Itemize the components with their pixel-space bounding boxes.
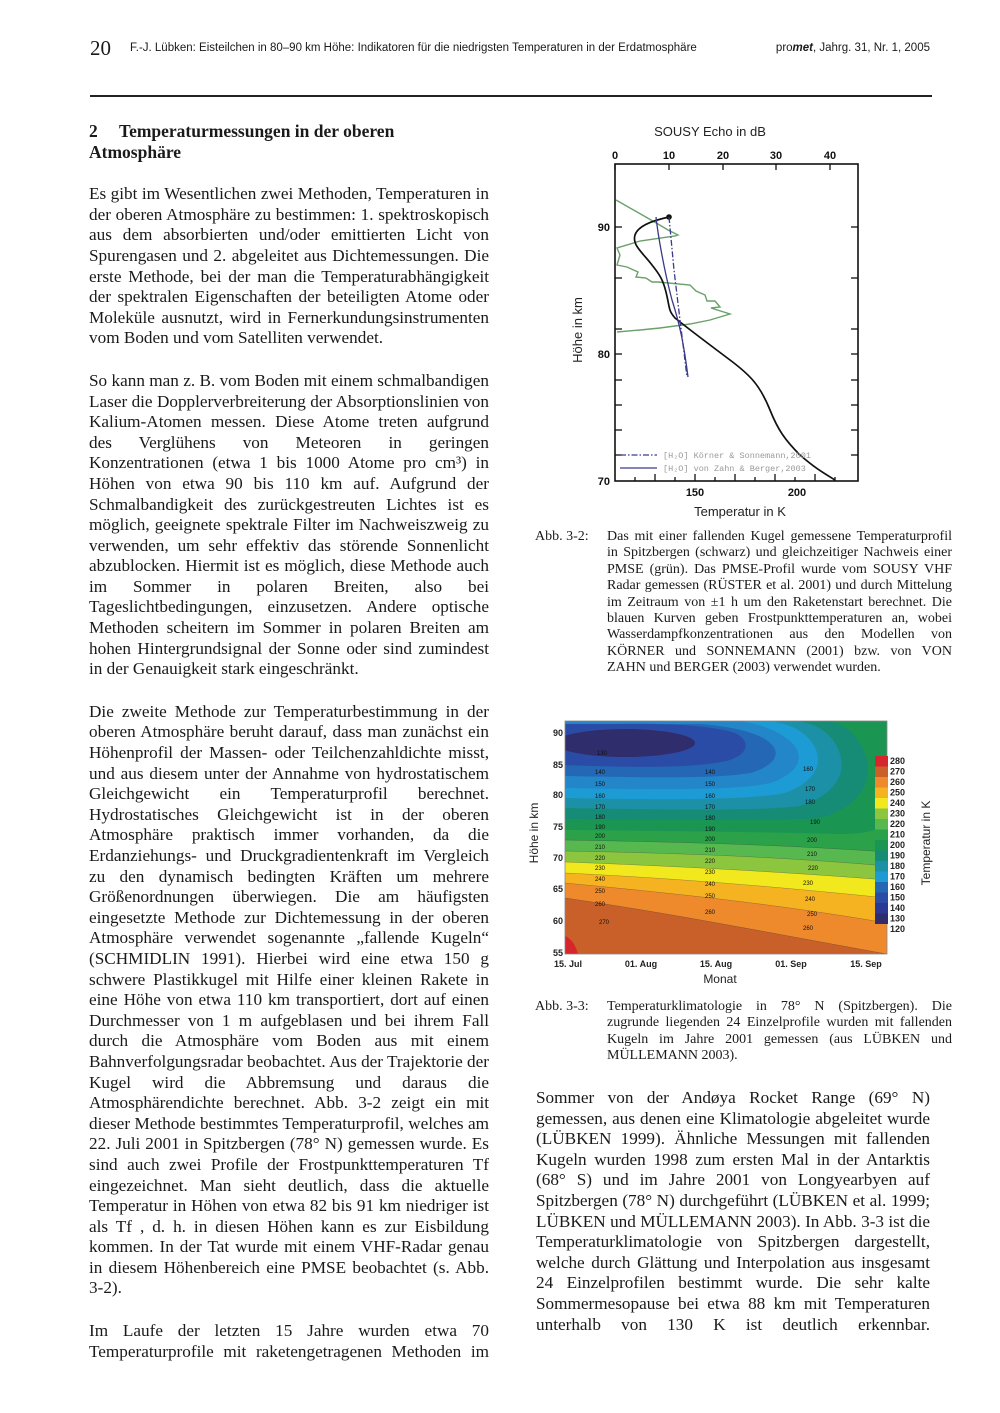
svg-text:250: 250 <box>806 912 818 918</box>
svg-text:170: 170 <box>804 787 816 793</box>
svg-text:190: 190 <box>890 850 906 861</box>
svg-text:140: 140 <box>594 770 606 776</box>
svg-text:240: 240 <box>804 897 816 903</box>
svg-text:15. Sep: 15. Sep <box>850 959 882 969</box>
colorbar-label: Temperatur in K <box>919 800 933 886</box>
header-rule <box>90 95 932 97</box>
svg-text:260: 260 <box>890 777 906 787</box>
x-axis-ticks <box>554 959 882 969</box>
svg-text:230: 230 <box>802 881 814 887</box>
bottom-axis-ticks <box>686 487 806 499</box>
svg-text:130: 130 <box>890 913 906 924</box>
svg-text:220: 220 <box>807 866 819 872</box>
svg-text:80: 80 <box>597 349 610 361</box>
svg-text:200: 200 <box>806 838 818 844</box>
paragraph: Die zweite Methode zur Temperaturbestimmung in der oberen Atmosphäre beruht darauf, dass man zunächst ein Höhenprofil der Massen- oder Teilchenzahldichte misst, und aus diesem unter der Annahme von hydrostatischem Gleichgewicht ein Temperaturprofil berechnet. Hydrostatisches Gleichgewicht ist in der oberen Atmosphäre praktisch immer vorhanden, da die Erdanziehungs- und Druckgradientenkraft im Vergleich zu den dynamisch bedingten Kräften um mehrere Größenordnungen überwiegen. Die am häufigsten eingesetzte Methode zur Dichtemessung in der oberen Atmosphäre verwendet sogenannte „fallende Kugeln“ (SCHMIDLIN 1991). Hierbei wird eine etwa 150 g schwere Plastikkugel mit Hilfe einer kleinen Rakete in eine Höhe von etwa 110 km transportiert, dort auf einen Durchmesser von 1 m aufgeblasen und bei ihrem Fall durch die Atmosphäre vom Boden aus mit einem Bahnverfolgungsradar beobachtet. Aus der Trajektorie der Kugel wird die Abbremsung und daraus die Atmosphärendichte berechnet. Abb. 3-2 zeigt ein mit dieser Methode bestimmtes Temperaturprofil, welches am 22. Juli 2001 in Spitzbergen (78° N) gemessen wurde. Es sind auch zwei Profile der Frostpunkttemperaturen Tf eingezeichnet. Man sieht deutlich, dass die aktuelle Temperatur in Höhen von etwa 82 bis 91 km niedriger ist als Tf , d. h. in diesen Höhen kann es zur Eisbildung kommen. In der Tat wurde mit einem VHF-Radar genau in diesem Höhenbereich eine PMSE beobachtet (s. Abb. 3-2). <box>89 701 489 1298</box>
svg-text:230: 230 <box>890 808 906 819</box>
svg-text:60: 60 <box>552 916 563 926</box>
temperature-line <box>634 217 835 480</box>
svg-text:160: 160 <box>594 794 606 800</box>
svg-text:65: 65 <box>552 884 563 894</box>
svg-text:230: 230 <box>594 866 606 872</box>
caption-label: Abb. 3-3: <box>535 999 589 1014</box>
running-title: F.-J. Lübken: Eisteilchen in 80–90 km Höhe: Indikatoren für die niedrigsten Temperaturen in der Erdatmosphäre <box>130 42 697 54</box>
caption-text: Temperaturklimatologie in 78° N (Spitzbergen). Die zugrunde liegenden 24 Einzelprofile wurden mit fallenden Kugeln im Jahre 2001 gemessen (aus LÜBKEN und MÜLLEMANN 2003). <box>607 999 952 1064</box>
svg-text:130: 130 <box>596 751 608 757</box>
svg-text:200: 200 <box>594 834 606 840</box>
svg-text:250: 250 <box>704 894 716 900</box>
svg-text:150: 150 <box>890 892 906 903</box>
svg-text:200: 200 <box>890 840 906 850</box>
svg-text:90: 90 <box>552 728 563 738</box>
legend-korner: [H₂O] Körner & Sonnemann,2001 <box>663 451 811 461</box>
svg-text:220: 220 <box>890 819 906 829</box>
svg-text:15. Aug: 15. Aug <box>699 959 733 969</box>
paragraph: Es gibt im Wesentlichen zwei Methoden, Temperaturen in der oberen Atmosphäre zu bestimmen: 1. spektroskopisch aus dem absorbierten und/oder emittierten Licht von Spurengasen und 2. abgeleitet aus Dichtemessungen. Die erste Methode, bei der man die Temperaturabhängigkeit der spektralen Eigenschaften der beteiligten Atome oder Moleküle ausnutzt, wird in Fernerkundungsinstrumenten vom Boden und vom Satelliten verwendet. <box>89 184 489 348</box>
svg-text:210: 210 <box>806 852 818 858</box>
svg-text:250: 250 <box>890 787 906 798</box>
svg-text:70: 70 <box>597 476 610 488</box>
svg-text:190: 190 <box>809 820 821 826</box>
svg-text:20: 20 <box>716 150 730 162</box>
figure-3-2-chart <box>560 120 860 520</box>
svg-text:270: 270 <box>890 766 906 777</box>
svg-text:30: 30 <box>769 150 783 162</box>
svg-text:90: 90 <box>597 222 610 234</box>
svg-text:220: 220 <box>704 859 716 865</box>
svg-text:270: 270 <box>598 920 610 926</box>
svg-text:260: 260 <box>594 902 606 908</box>
paragraph: Sommer von der Andøya Rocket Range (69° N) gemessen, aus denen eine Klimatologie abgeleitet wurde (LÜBKEN 1999). Ähnliche Messungen mit fallenden Kugeln wurden 1998 zum ersten Mal in der Antarktis (68° S) und im Jahre 2001 von Longyearbyen auf Spitzbergen (78° N) durchgeführt (LÜBKEN et al. 1999; LÜBKEN und MÜLLEMANN 2003). In Abb. 3-3 ist die Temperaturklimatologie von Spitzbergen dargestellt, welche durch Glättung und Interpolation aus insgesamt 24 Einzelprofilen bestimmt wurde. Die sehr kalte Sommermesopause bei etwa 88 km mit Temperaturen unterhalb von 130 K ist deutlich erkennbar. <box>536 1088 930 1334</box>
colorbar-ticks <box>890 756 905 934</box>
running-header <box>90 36 930 66</box>
svg-text:200: 200 <box>704 837 716 843</box>
legend-vonzahn: [H₂O] von Zahn & Berger,2003 <box>663 464 806 474</box>
figure-3-3-chart <box>520 718 940 988</box>
svg-text:01. Aug: 01. Aug <box>624 959 658 969</box>
svg-text:85: 85 <box>552 760 563 770</box>
svg-text:180: 180 <box>890 861 906 871</box>
frostpoint-vonzahn-line <box>656 217 688 377</box>
svg-text:160: 160 <box>890 882 906 892</box>
svg-text:40: 40 <box>823 150 837 162</box>
svg-text:260: 260 <box>704 910 716 916</box>
svg-text:180: 180 <box>704 816 716 822</box>
svg-text:220: 220 <box>594 856 606 862</box>
svg-text:280: 280 <box>890 756 906 766</box>
colorbar <box>875 756 905 934</box>
svg-text:0: 0 <box>611 150 619 162</box>
svg-text:230: 230 <box>704 870 716 876</box>
left-column <box>89 121 489 1384</box>
svg-text:240: 240 <box>704 882 716 888</box>
y-axis-label: Höhe in km <box>570 297 585 363</box>
svg-text:210: 210 <box>704 848 716 854</box>
svg-text:150: 150 <box>704 782 716 788</box>
top-axis-label: SOUSY Echo in dB <box>654 124 766 139</box>
y-axis-ticks <box>553 728 563 958</box>
temperature-profile-plot <box>560 120 860 520</box>
svg-text:250: 250 <box>594 889 606 895</box>
svg-text:170: 170 <box>704 805 716 811</box>
svg-text:120: 120 <box>890 924 906 934</box>
svg-text:70: 70 <box>552 853 563 863</box>
svg-text:170: 170 <box>890 871 906 882</box>
svg-text:150: 150 <box>594 782 606 788</box>
figure-3-2-caption <box>535 529 955 709</box>
svg-text:180: 180 <box>804 800 816 806</box>
caption-text: Das mit einer fallenden Kugel gemessene Temperaturprofil in Spitzbergen (schwarz) und gleichzeitiger Nachweis einer PMSE (grün). Das PMSE-Profil wurde vom SOUSY VHF Radar gemessen (RÜSTER et al. 2001) und durch Mittelung im Zeitraum von ±1 h um den Raketenstart berechnet. Die blauen Kurven geben Frostpunkttemperaturen an, wobei Wasserdampfkonzentrationen aus den Modellen von KÖRNER und SONNEMANN (2001) bzw. von VON ZAHN und BERGER (2003) verwendet wurden. <box>607 529 952 676</box>
svg-text:200: 200 <box>787 487 807 499</box>
svg-text:140: 140 <box>704 770 716 776</box>
journal-citation: promet, Jahrg. 31, Nr. 1, 2005 <box>775 42 930 54</box>
svg-text:160: 160 <box>704 794 716 800</box>
svg-text:240: 240 <box>594 877 606 883</box>
svg-text:80: 80 <box>552 790 563 800</box>
x-axis-label: Monat <box>703 972 737 986</box>
svg-text:160: 160 <box>802 767 814 773</box>
caption-label: Abb. 3-2: <box>535 529 589 544</box>
svg-text:150: 150 <box>685 487 705 499</box>
paragraph: Im Laufe der letzten 15 Jahre wurden etwa 70 Temperaturprofile mit raketengetragenen Methoden im <box>89 1321 489 1361</box>
page-number: 20 <box>90 36 111 60</box>
svg-text:75: 75 <box>552 822 563 832</box>
svg-text:10: 10 <box>662 150 676 162</box>
figure-3-3-caption <box>535 999 955 1069</box>
y-axis-ticks <box>598 222 610 488</box>
svg-text:210: 210 <box>890 829 906 840</box>
svg-text:140: 140 <box>890 903 906 913</box>
svg-text:01. Sep: 01. Sep <box>775 959 807 969</box>
svg-text:180: 180 <box>594 815 606 821</box>
paragraph: So kann man z. B. vom Boden mit einem schmalbandigen Laser die Dopplerverbreiterung der Absorptionslinien von Kalium-Atomen messen. Diese Atome treten aufgrund des Verglühens von Meteoren in geringen Konzentrationen (etwa 1 bis 1000 Atome pro cm³) in Höhen von etwa 90 bis 110 km auf. Aufgrund der Schmalbandigkeit des zurückgestreuten Lichtes ist es möglich, geeignete spektrale Filter im Nachweiszweig zu verwenden, um sehr effektiv das störende Sonnenlicht abzublocken. Hiermit ist es möglich, diese Methode auch im Sommer in polaren Breiten, also bei Tageslichtbedingungen, einzusetzen. Andere optische Methoden scheitern im Sommer in polaren Breiten am hohen Hintergrundsignal der Sonne oder sind zumindest in der Genauigkeit stark eingeschränkt. <box>89 370 489 679</box>
svg-text:240: 240 <box>890 798 906 808</box>
y-axis-label: Höhe in km <box>527 802 541 864</box>
temperature-climatology-contour <box>520 718 940 988</box>
svg-text:55: 55 <box>552 948 563 958</box>
svg-text:260: 260 <box>802 926 814 932</box>
svg-text:210: 210 <box>594 845 606 851</box>
svg-text:170: 170 <box>594 805 606 811</box>
top-axis-ticks <box>612 150 836 162</box>
svg-text:15. Jul: 15. Jul <box>553 959 583 969</box>
bottom-axis-label: Temperatur in K <box>694 504 786 519</box>
svg-text:190: 190 <box>704 827 716 833</box>
svg-text:190: 190 <box>594 825 606 831</box>
right-column <box>536 1088 930 1357</box>
section-heading: 2 Temperaturmessungen in der oberen Atmosphäre <box>89 121 395 162</box>
